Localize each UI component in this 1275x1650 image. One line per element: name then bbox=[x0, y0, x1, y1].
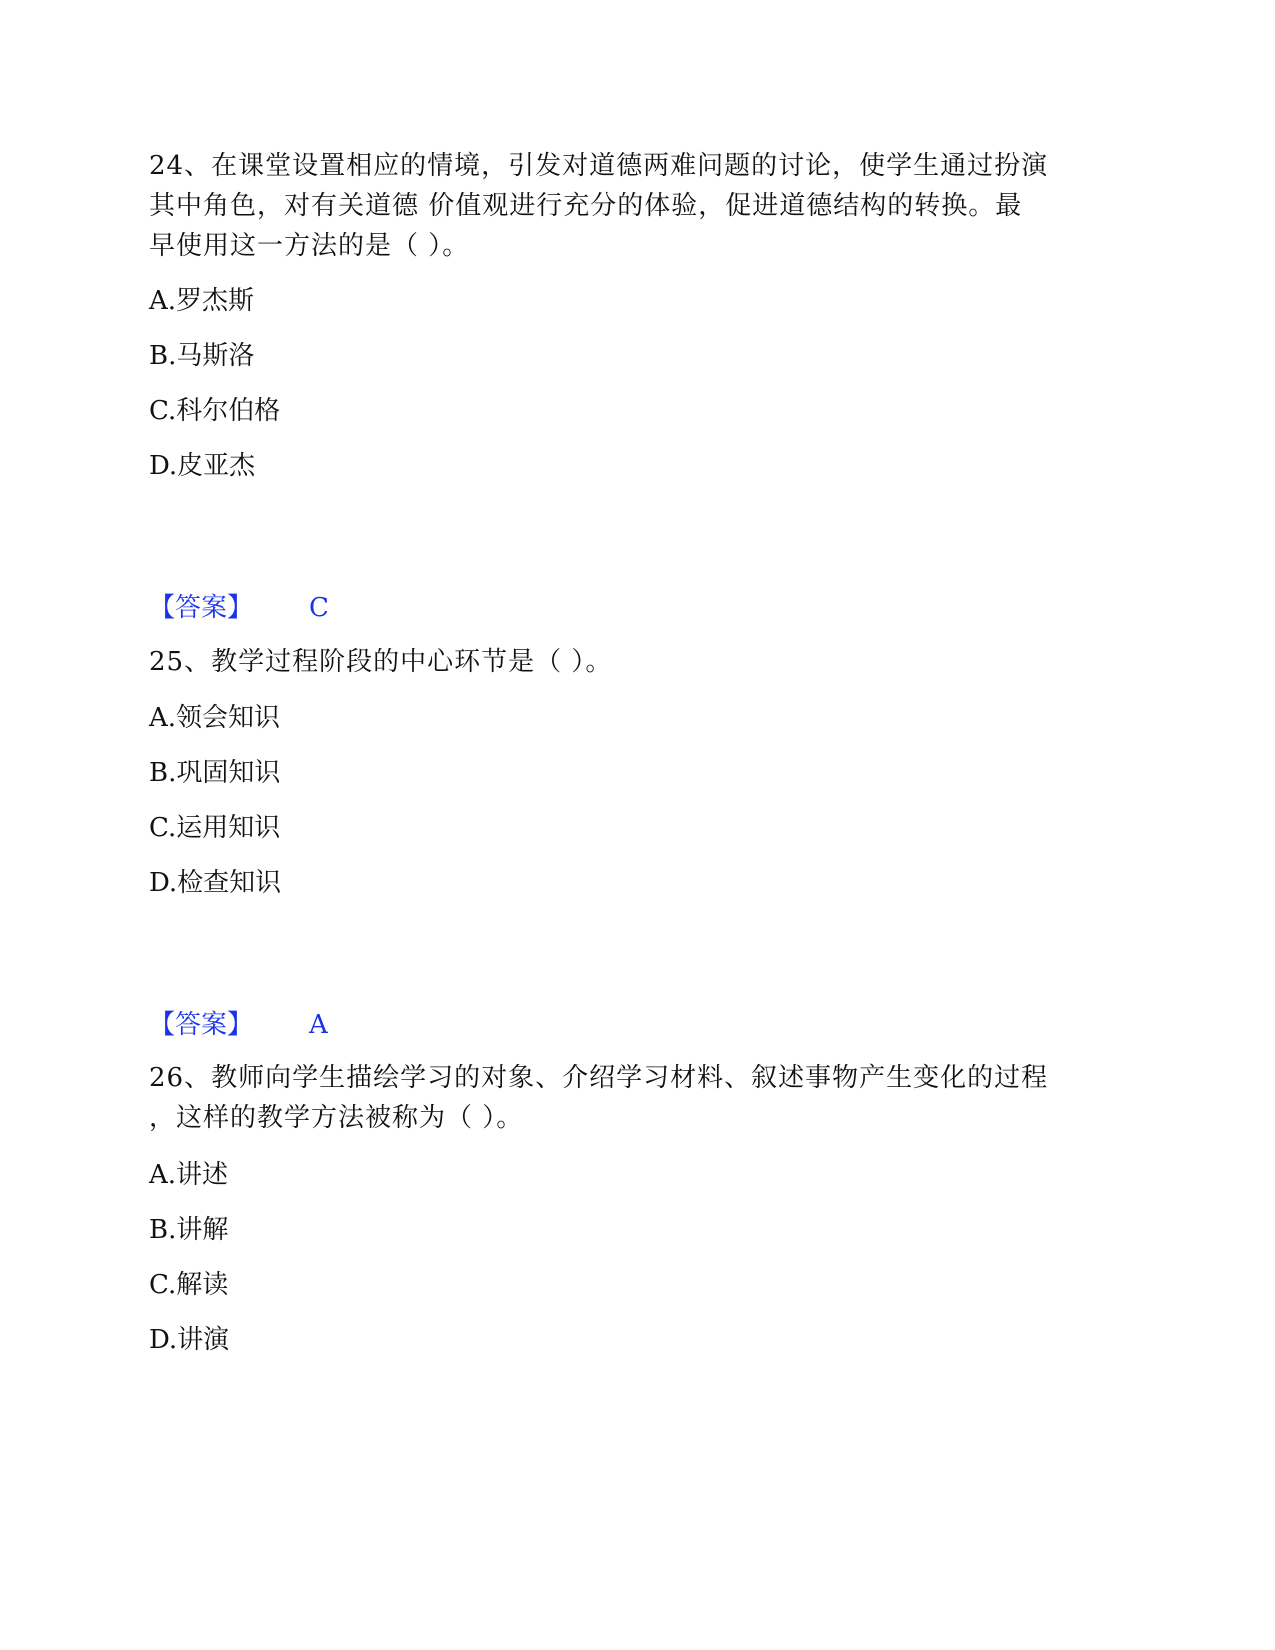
answer-25 bbox=[149, 1007, 328, 1043]
question-text-line: 24、在课堂设置相应的情境，引发对道德两难问题的讨论，使学生通过扮演 bbox=[149, 151, 1049, 181]
question-text-line: 25、教学过程阶段的中心环节是（ ）。 bbox=[149, 647, 613, 677]
answer-label: 【答案】 bbox=[149, 1010, 254, 1040]
option-c: C.解读 bbox=[149, 1270, 229, 1300]
option-c: C.科尔伯格 bbox=[149, 396, 281, 426]
answer-value: C bbox=[309, 593, 329, 623]
option-d: D.皮亚杰 bbox=[149, 451, 256, 481]
answer-24 bbox=[149, 590, 329, 626]
question-text-line: 26、教师向学生描绘学习的对象、介绍学习材料、叙述事物产生变化的过程 bbox=[149, 1063, 1049, 1093]
option-a: A.讲述 bbox=[149, 1160, 229, 1190]
option-b: B.讲解 bbox=[149, 1215, 229, 1245]
question-text-line: 其中角色，对有关道德 价值观进行充分的体验，促进道德结构的转换。最 bbox=[149, 191, 1023, 221]
question-text-line: ，这样的教学方法被称为（ ）。 bbox=[149, 1103, 524, 1133]
option-c: C.运用知识 bbox=[149, 813, 281, 843]
option-a: A.领会知识 bbox=[149, 703, 281, 733]
answer-value: A bbox=[309, 1010, 328, 1040]
option-b: B.马斯洛 bbox=[149, 341, 255, 371]
option-d: D.检查知识 bbox=[149, 868, 282, 898]
question-text-line: 早使用这一方法的是（ ）。 bbox=[149, 231, 470, 261]
option-d: D.讲演 bbox=[149, 1325, 230, 1355]
answer-label: 【答案】 bbox=[149, 593, 254, 623]
option-a: A.罗杰斯 bbox=[149, 286, 255, 316]
option-b: B.巩固知识 bbox=[149, 758, 281, 788]
